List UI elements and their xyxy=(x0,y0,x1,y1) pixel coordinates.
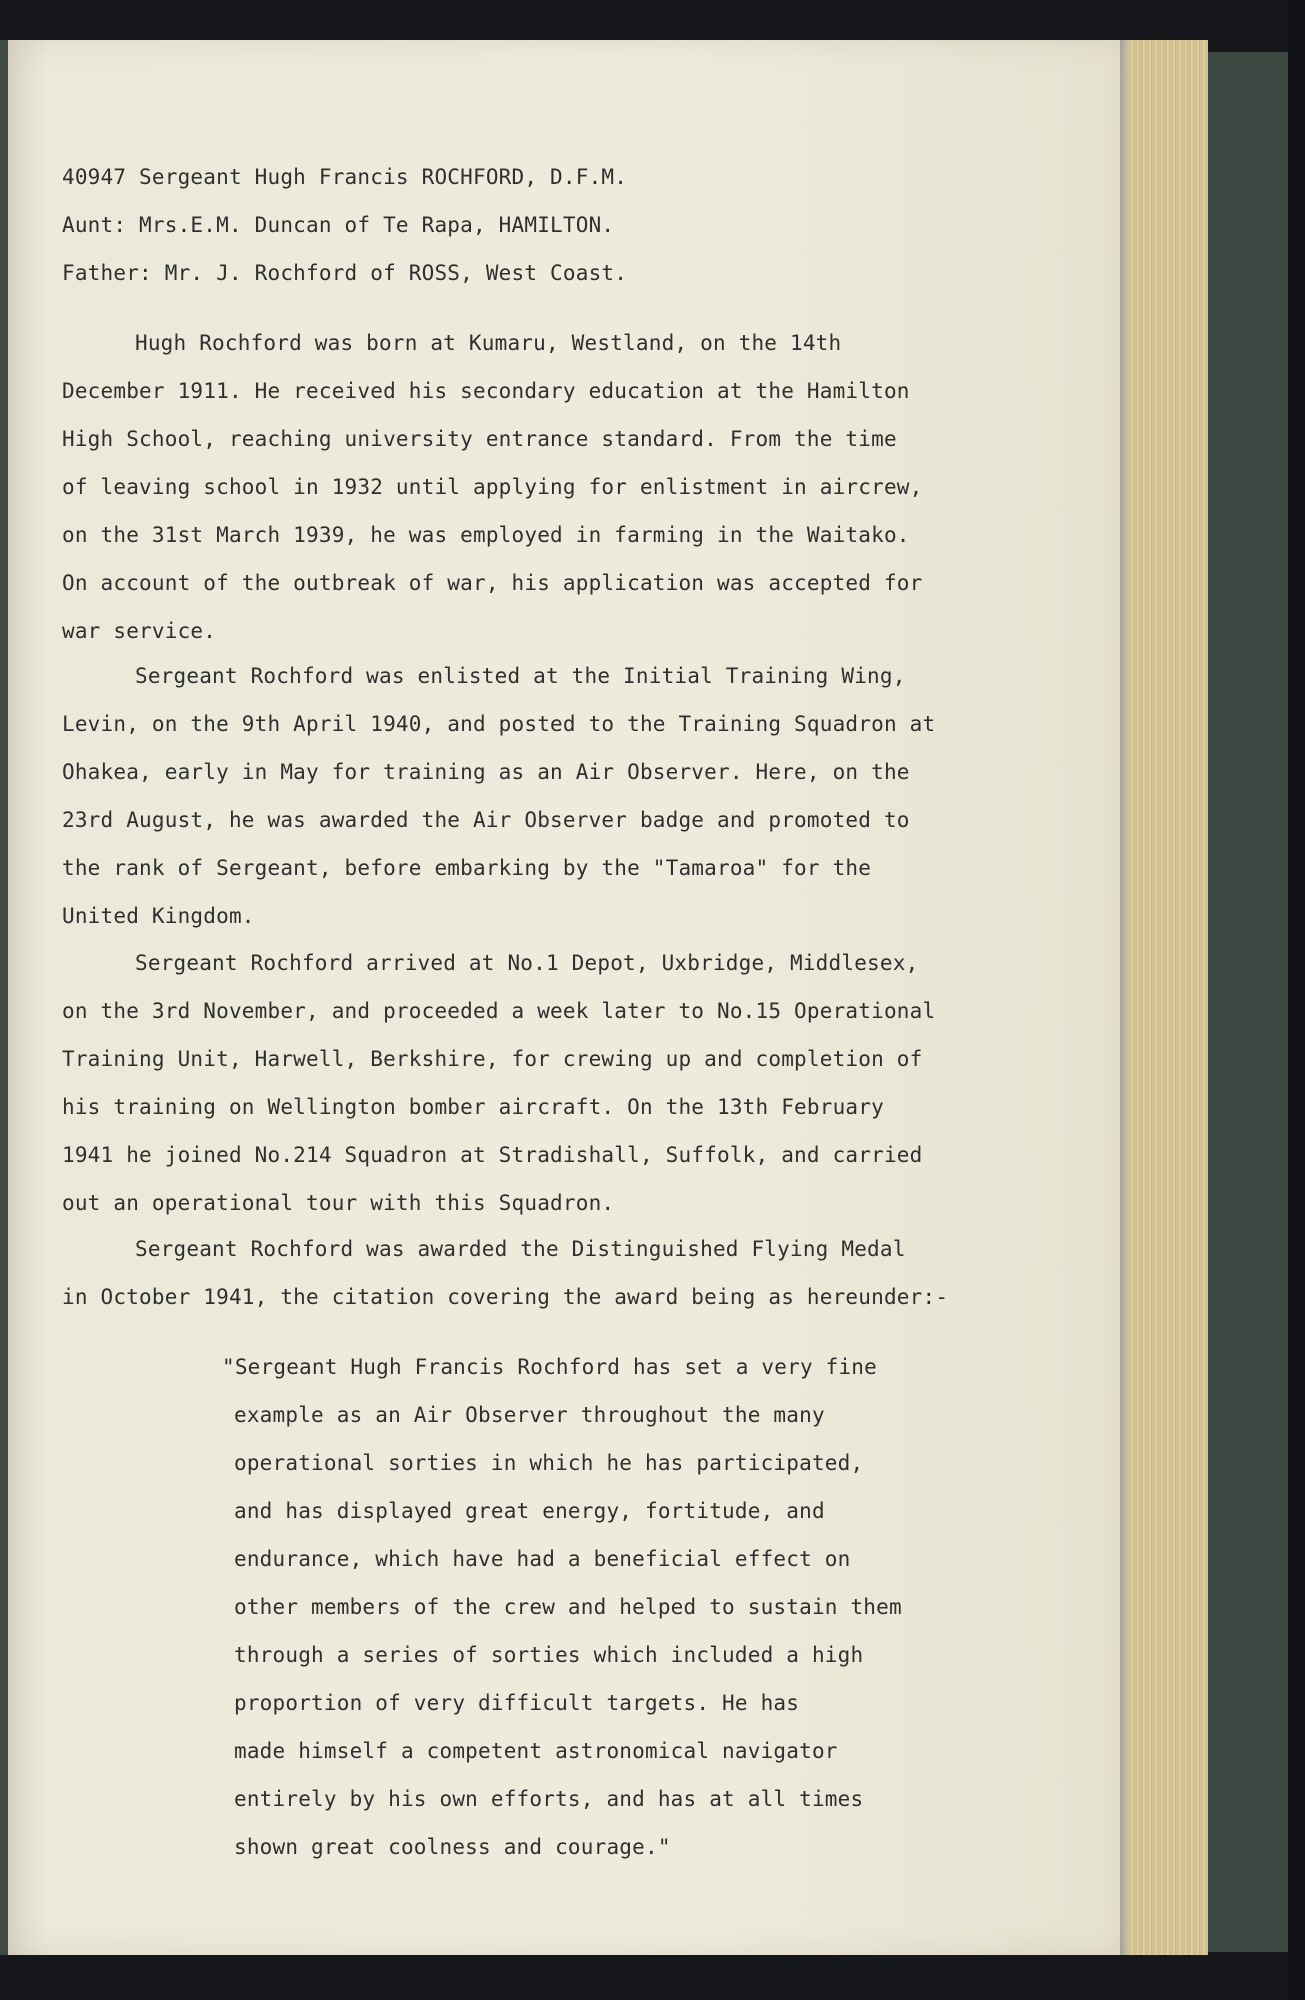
body-line: war service. xyxy=(62,619,217,643)
citation-line: operational sorties in which he has participated, xyxy=(234,1451,864,1475)
body-line: On account of the outbreak of war, his application was accepted for xyxy=(62,571,923,595)
body-line: December 1911. He received his secondary education at the Hamilton xyxy=(62,379,910,403)
body-line: Hugh Rochford was born at Kumaru, Westland, on the 14th xyxy=(135,331,842,355)
citation-line: through a series of sorties which included a high xyxy=(234,1643,864,1667)
citation-line: example as an Air Observer throughout the many xyxy=(234,1403,825,1427)
body-line: in October 1941, the citation covering the award being as hereunder:- xyxy=(62,1285,949,1309)
document-page xyxy=(8,40,1128,1955)
body-line: on the 31st March 1939, he was employed in farming in the Waitako. xyxy=(62,523,910,547)
book-cover-right xyxy=(1208,52,1288,1952)
citation-line: and has displayed great energy, fortitude, and xyxy=(234,1499,825,1523)
header-name-line: 40947 Sergeant Hugh Francis ROCHFORD, D.F.M. xyxy=(62,165,628,189)
body-line: the rank of Sergeant, before embarking by the "Tamaroa" for the xyxy=(62,856,872,880)
citation-line: made himself a competent astronomical navigator xyxy=(234,1739,838,1763)
body-line: Sergeant Rochford was awarded the Distinguished Flying Medal xyxy=(135,1237,906,1261)
scan-background xyxy=(1288,0,1305,2000)
body-line: of leaving school in 1932 until applying for enlistment in aircrew, xyxy=(62,475,923,499)
body-line: 23rd August, he was awarded the Air Observer badge and promoted to xyxy=(62,808,910,832)
body-line: Training Unit, Harwell, Berkshire, for crewing up and completion of xyxy=(62,1047,923,1071)
body-line: on the 3rd November, and proceeded a week later to No.15 Operational xyxy=(62,999,936,1023)
body-line: United Kingdom. xyxy=(62,904,255,928)
body-line: his training on Wellington bomber aircraft. On the 13th February xyxy=(62,1095,884,1119)
body-line: Ohakea, early in May for training as an Air Observer. Here, on the xyxy=(62,760,910,784)
citation-line: "Sergeant Hugh Francis Rochford has set a very fine xyxy=(222,1355,877,1379)
citation-line: endurance, which have had a beneficial effect on xyxy=(234,1547,851,1571)
citation-line: other members of the crew and helped to sustain them xyxy=(234,1595,902,1619)
body-line: 1941 he joined No.214 Squadron at Stradishall, Suffolk, and carried xyxy=(62,1143,923,1167)
header-aunt-line: Aunt: Mrs.E.M. Duncan of Te Rapa, HAMILTON. xyxy=(62,213,615,237)
body-line: High School, reaching university entrance standard. From the time xyxy=(62,427,897,451)
body-line: Levin, on the 9th April 1940, and posted to the Training Squadron at xyxy=(62,712,936,736)
body-line: Sergeant Rochford arrived at No.1 Depot, Uxbridge, Middlesex, xyxy=(135,951,919,975)
body-line: out an operational tour with this Squadron. xyxy=(62,1191,615,1215)
header-father-line: Father: Mr. J. Rochford of ROSS, West Coast. xyxy=(62,261,628,285)
body-line: Sergeant Rochford was enlisted at the Initial Training Wing, xyxy=(135,664,906,688)
citation-line: shown great coolness and courage." xyxy=(234,1835,671,1859)
citation-line: entirely by his own efforts, and has at all times xyxy=(234,1787,864,1811)
citation-line: proportion of very difficult targets. He has xyxy=(234,1691,800,1715)
page-edges xyxy=(1128,40,1208,1955)
